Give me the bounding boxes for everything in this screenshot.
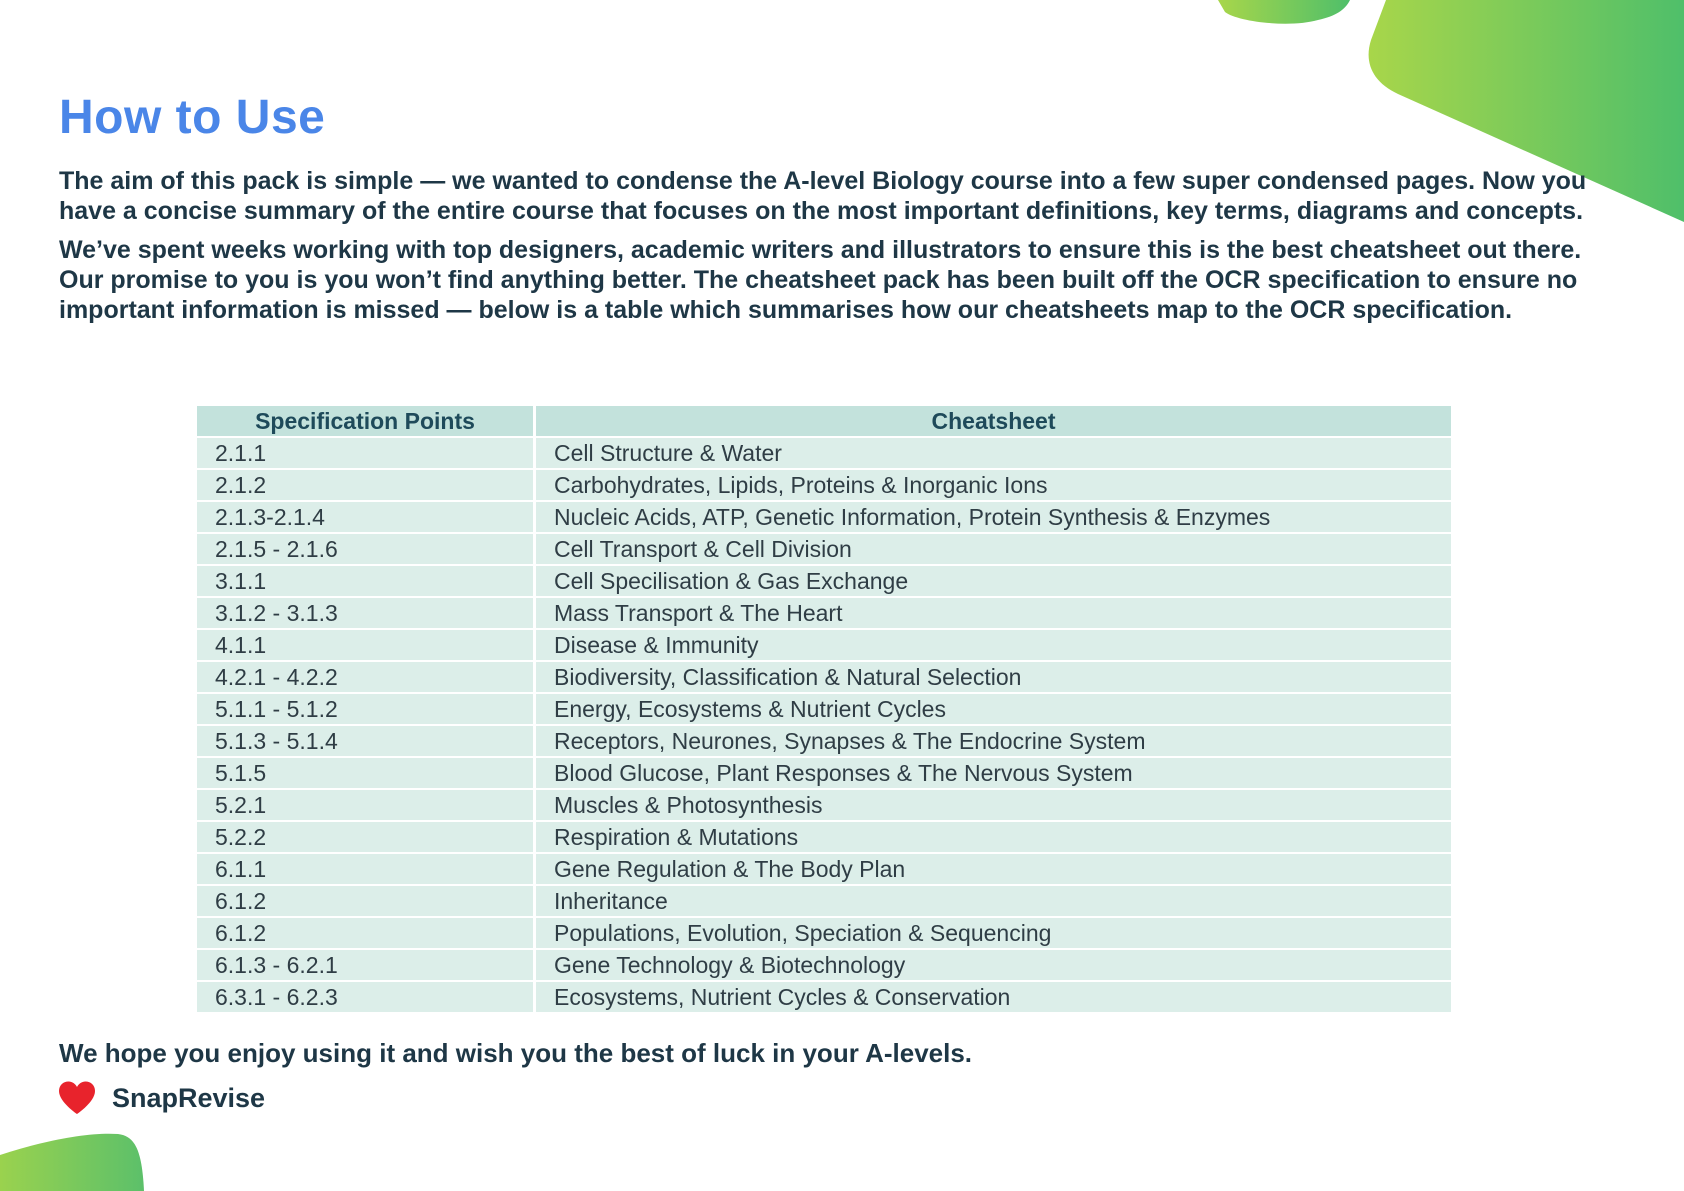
cheatsheet-cell: Ecosystems, Nutrient Cycles & Conservation <box>536 982 1451 1014</box>
cheatsheet-cell: Biodiversity, Classification & Natural Selection <box>536 662 1451 694</box>
table-row <box>197 566 1451 598</box>
specification-table <box>197 406 1451 1014</box>
table-row <box>197 598 1451 630</box>
heart-icon <box>57 1080 97 1116</box>
cheatsheet-cell: Gene Regulation & The Body Plan <box>536 854 1451 886</box>
spec-point-cell: 5.1.3 - 5.1.4 <box>197 726 536 758</box>
brand-name: SnapRevise <box>112 1082 266 1113</box>
cheatsheet-cell: Nucleic Acids, ATP, Genetic Information, Protein Synthesis & Enzymes <box>536 502 1451 534</box>
spec-point-cell: 5.1.5 <box>197 758 536 790</box>
cheatsheet-cell: Muscles & Photosynthesis <box>536 790 1451 822</box>
cheatsheet-cell: Gene Technology & Biotechnology <box>536 950 1451 982</box>
spec-point-cell: 6.3.1 - 6.2.3 <box>197 982 536 1014</box>
spec-point-cell: 6.1.3 - 6.2.1 <box>197 950 536 982</box>
table-header-row <box>197 406 1451 438</box>
spec-point-cell: 5.2.1 <box>197 790 536 822</box>
closing-text: We hope you enjoy using it and wish you the best of luck in your A-levels. <box>59 1038 973 1068</box>
cheatsheet-cell: Cell Specilisation & Gas Exchange <box>536 566 1451 598</box>
table-row <box>197 438 1451 470</box>
column-header-cheatsheet: Cheatsheet <box>536 406 1451 438</box>
cheatsheet-cell: Carbohydrates, Lipids, Proteins & Inorganic Ions <box>536 470 1451 502</box>
bottom-left-green-shape <box>0 1134 144 1191</box>
top-right-green-shape <box>1218 0 1350 24</box>
table-row <box>197 950 1451 982</box>
cheatsheet-cell: Cell Transport & Cell Division <box>536 534 1451 566</box>
table-row <box>197 534 1451 566</box>
intro-paragraph: The aim of this pack is simple — we wanted to condense the A-level Biology course into a few super condensed pages. Now you have a concise summary of the entire course that focuses on the most important definitions, key terms, diagrams and concepts. <box>59 167 1587 225</box>
spec-point-cell: 4.2.1 - 4.2.2 <box>197 662 536 694</box>
spec-point-cell: 5.2.2 <box>197 822 536 854</box>
table-row <box>197 822 1451 854</box>
table-row <box>197 918 1451 950</box>
spec-point-cell: 3.1.1 <box>197 566 536 598</box>
table-row <box>197 694 1451 726</box>
cheatsheet-cell: Blood Glucose, Plant Responses & The Nervous System <box>536 758 1451 790</box>
cheatsheet-cell: Energy, Ecosystems & Nutrient Cycles <box>536 694 1451 726</box>
spec-point-cell: 2.1.1 <box>197 438 536 470</box>
table-row <box>197 982 1451 1014</box>
table-row <box>197 726 1451 758</box>
brand-signature <box>57 1080 265 1116</box>
page-title: How to Use <box>59 91 326 144</box>
spec-point-cell: 6.1.2 <box>197 886 536 918</box>
spec-point-cell: 6.1.2 <box>197 918 536 950</box>
table-row <box>197 854 1451 886</box>
table-row <box>197 790 1451 822</box>
table-row <box>197 470 1451 502</box>
intro-text <box>59 166 1629 334</box>
cheatsheet-cell: Disease & Immunity <box>536 630 1451 662</box>
column-header-specification-points: Specification Points <box>197 406 536 438</box>
spec-point-cell: 4.1.1 <box>197 630 536 662</box>
cheatsheet-cell: Respiration & Mutations <box>536 822 1451 854</box>
spec-point-cell: 6.1.1 <box>197 854 536 886</box>
cheatsheet-cell: Inheritance <box>536 886 1451 918</box>
cheatsheet-cell: Populations, Evolution, Speciation & Sequencing <box>536 918 1451 950</box>
spec-point-cell: 2.1.2 <box>197 470 536 502</box>
table-row <box>197 662 1451 694</box>
table-row <box>197 886 1451 918</box>
cheatsheet-cell: Cell Structure & Water <box>536 438 1451 470</box>
spec-point-cell: 2.1.5 - 2.1.6 <box>197 534 536 566</box>
table-row <box>197 758 1451 790</box>
intro-paragraph: We’ve spent weeks working with top designers, academic writers and illustrators to ensure this is the best cheatsheet out there. Our promise to you is you won’t find anything better. The cheatsheet pack has been built off the OCR specification to ensure no important information is missed — below is a table which summarises how our cheatsheets map to the OCR specification. <box>59 236 1582 324</box>
spec-point-cell: 3.1.2 - 3.1.3 <box>197 598 536 630</box>
table-row <box>197 502 1451 534</box>
spec-point-cell: 2.1.3-2.1.4 <box>197 502 536 534</box>
spec-point-cell: 5.1.1 - 5.1.2 <box>197 694 536 726</box>
cheatsheet-cell: Mass Transport & The Heart <box>536 598 1451 630</box>
cheatsheet-cell: Receptors, Neurones, Synapses & The Endocrine System <box>536 726 1451 758</box>
table-row <box>197 630 1451 662</box>
